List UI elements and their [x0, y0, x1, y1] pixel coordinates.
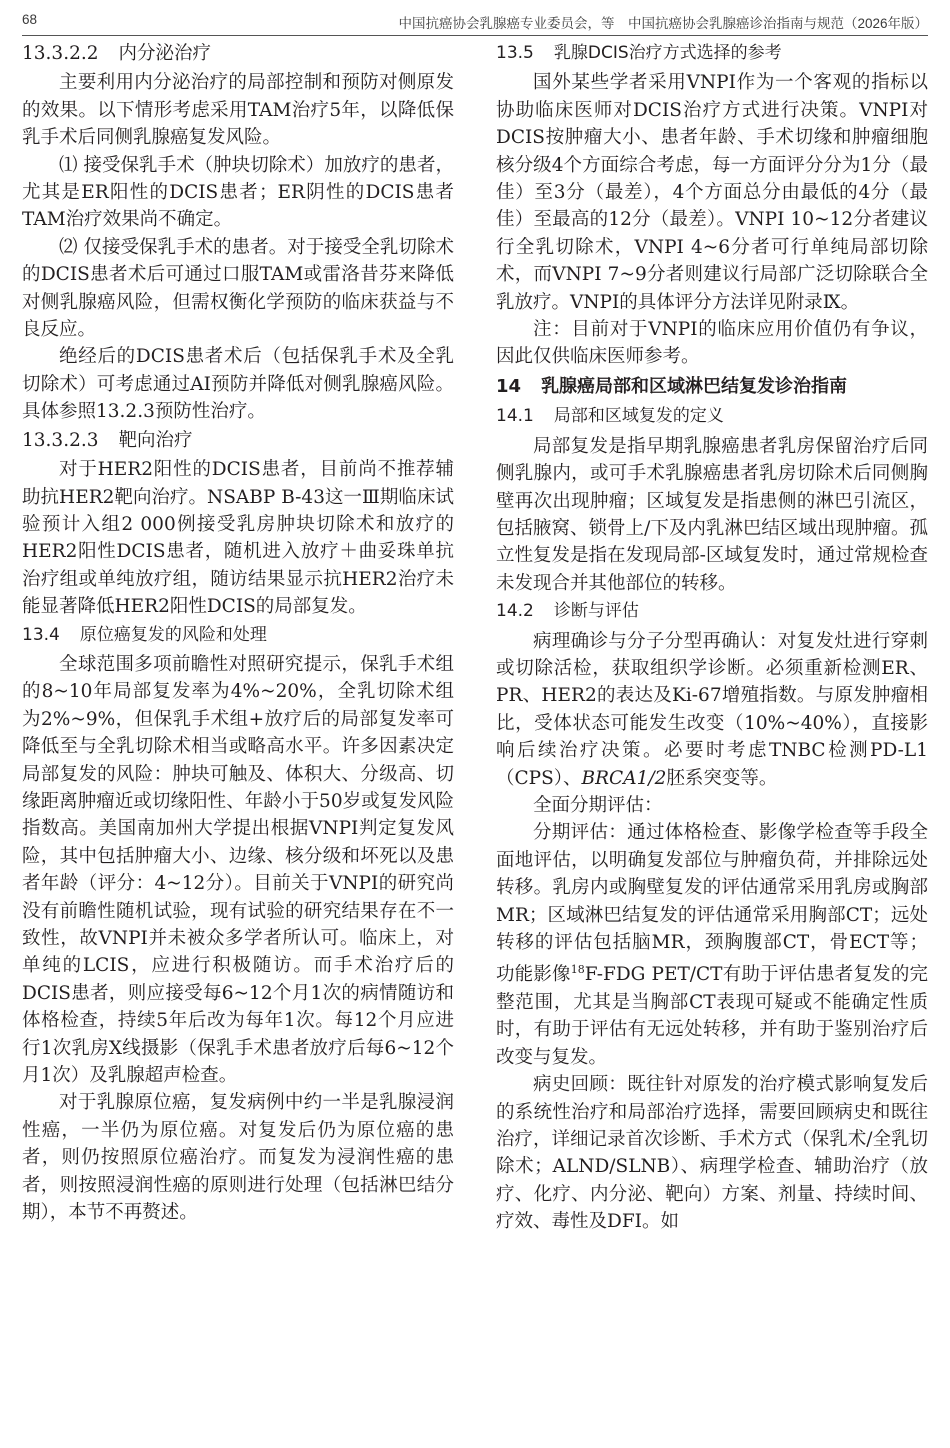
section-heading-13-3-2-3 [22, 427, 454, 454]
text-run: F-FDG PET/CT有助于评估患者复发的完整范围，尤其是当胸部CT表现可疑或不能确定性质时，有助于评估有无远处转移，并有助于鉴别治疗后改变与复发。 [496, 964, 928, 1068]
paragraph: 病史回顾：既往针对原发的治疗模式影响复发后的系统性治疗和局部治疗选择，需要回顾病史和既往治疗，详细记录首次诊断、手术方式（保乳术/全乳切除术；ALND/SLNB）、病理学检查、辅助治疗（放疗、化疗、内分泌、靶向）方案、剂量、持续时间、疗效、毒性及DFI。如 [496, 1074, 928, 1233]
text-run: 病理确诊与分子分型再确认：对复发灶进行穿刺或切除活检，获取组织学诊断。必须重新检测ER、PR、HER2的表达及Ki-67增殖指数。与原发肿瘤相比，受体状态可能发生改变（10%~40%），直接影响后续治疗决策。必要时考虑TNBC检测PD-L1（CPS）、 [496, 630, 928, 789]
gene-name: BRCA1/2 [581, 767, 667, 789]
running-header [22, 10, 928, 34]
section-number: 13.3.2.2 [22, 43, 99, 64]
section-title: 局部和区域复发的定义 [553, 406, 724, 427]
chapter-heading-14 [496, 373, 928, 400]
running-title: 中国抗癌协会乳腺癌专业委员会，等 中国抗癌协会乳腺癌诊治指南与规范（2026年版） [398, 16, 928, 31]
left-column [22, 39, 454, 1226]
page-number: 68 [22, 12, 38, 27]
paragraph: 对于HER2阳性的DCIS患者，目前尚不推荐辅助抗HER2靶向治疗。NSABP B-43这一Ⅲ期临床试验预计入组2 000例接受乳房肿块切除术和放疗的HER2阳性DCIS患者，随机进入放疗＋曲妥珠单抗治疗组或单纯放疗组，随访结果显示抗HER2治疗未能显著降低HER2阳性DCIS的局部复发。 [22, 459, 454, 618]
section-heading-13-4 [22, 622, 454, 649]
section-heading-13-5 [496, 40, 928, 67]
paragraph: 全球范围多项前瞻性对照研究提示，保乳手术组的8~10年局部复发率为4%~20%，全乳切除术组为2%~9%，但保乳手术组+放疗后的局部复发率可降低至与全乳切除术相当或略高水平。许多因素决定局部复发的风险：肿块可触及、体积大、分级高、切缘距离肿瘤近或切缘阳性、年龄小于50岁或复发风险指数高。美国南加州大学提出根据VNPI判定复发风险，其中包括肿瘤大小、边缘、核分级和坏死以及患者年龄（评分：4~12分）。目前关于VNPI的研究尚没有前瞻性随机试验，现有试验的研究结果存在不一致性，故VNPI并未被众多学者所认可。临床上，对单纯的LCIS，应进行积极随访。而手术治疗后的DCIS患者，则应接受每6~12个月1次的病情随访和体格检查，持续5年后改为每年1次。每12个月应进行1次乳房X线摄影（保乳手术患者放疗后每6~12个月1次）及乳腺超声检查。 [22, 653, 454, 1087]
section-number: 14.1 [496, 406, 534, 427]
section-heading-14-1 [496, 403, 928, 430]
header-rule [22, 35, 928, 36]
section-title: 乳腺DCIS治疗方式选择的参考 [553, 43, 782, 63]
paragraph: ⑴ 接受保乳手术（肿块切除术）加放疗的患者，尤其是ER阳性的DCIS患者；ER阴性的DCIS患者TAM治疗效果尚不确定。 [22, 154, 454, 231]
section-number: 14.2 [496, 601, 534, 622]
section-title: 靶向治疗 [118, 429, 193, 451]
section-heading-14-2 [496, 598, 928, 625]
section-number: 13.3.2.3 [22, 429, 99, 451]
paragraph: 绝经后的DCIS患者术后（包括保乳手术及全乳切除术）可考虑通过AI预防并降低对侧乳腺癌风险。具体参照13.2.3预防性治疗。 [22, 346, 454, 423]
section-title: 原位癌复发的风险和处理 [79, 624, 267, 645]
right-column [496, 39, 928, 1236]
paragraph [496, 628, 928, 792]
paragraph: 全面分期评估： [533, 794, 663, 816]
section-title: 诊断与评估 [553, 601, 639, 622]
paragraph: 局部复发是指早期乳腺癌患者乳房保留治疗后同侧乳腺内，或可手术乳腺癌患者乳房切除术后同侧胸壁再次出现肿瘤；区域复发是指患侧的淋巴引流区，包括腋窝、锁骨上/下及内乳淋巴结区域出现肿瘤。孤立性复发是指在发现局部-区域复发时，通过常规检查未发现合并其他部位的转移。 [496, 435, 928, 594]
chapter-title: 乳腺癌局部和区域淋巴结复发诊治指南 [541, 375, 848, 397]
paragraph: 对于乳腺原位癌，复发病例中约一半是乳腺浸润性癌，一半仍为原位癌。对复发后仍为原位癌的患者，则仍按照原位癌治疗。而复发为浸润性癌的患者，则按照浸润性癌的原则进行处理（包括淋巴结分期），本节不再赘述。 [22, 1092, 454, 1224]
paragraph [496, 819, 928, 1071]
isotope-superscript: 18 [570, 963, 585, 977]
section-heading-13-3-2-2 [22, 40, 454, 67]
section-number: 13.4 [22, 624, 60, 645]
text-run: 分期评估：通过体格检查、影像学检查等手段全面地评估，以明确复发部位与肿瘤负荷，并排除远处转移。乳房内或胸壁复发的评估通常采用乳房或胸部MR；区域淋巴结复发的评估通常采用胸部CT；远处转移的评估包括脑MR，颈胸腹部CT，骨ECT等；功能影像 [496, 822, 928, 986]
paragraph: 国外某些学者采用VNPI作为一个客观的指标以协助临床医师对DCIS治疗方式进行决策。VNPI对DCIS按肿瘤大小、患者年龄、手术切缘和肿瘤细胞核分级4个方面综合考虑，每一方面评分分为1分（最佳）至3分（最差），4个方面总分由最低的4分（最佳）至最高的12分（最差）。VNPI 10~12分者建议行全乳切除术，VNPI 4~6分者可行单纯局部切除术，而VNPI 7~9分者则建议行局部广泛切除联合全乳放疗。VNPI的具体评分方法详见附录Ⅸ。 [496, 72, 928, 313]
text-run: 胚系突变等。 [666, 767, 778, 789]
paragraph: 主要利用内分泌治疗的局部控制和预防对侧原发的效果。以下情形考虑采用TAM治疗5年，以降低保乳手术后同侧乳腺癌复发风险。 [22, 72, 454, 149]
section-number: 13.5 [496, 43, 534, 63]
paragraph: ⑵ 仅接受保乳手术的患者。对于接受全乳切除术的DCIS患者术后可通过口服TAM或雷洛昔芬来降低对侧乳腺癌风险，但需权衡化学预防的临床获益与不良反应。 [22, 236, 454, 341]
chapter-number: 14 [496, 375, 522, 397]
section-title: 内分泌治疗 [118, 43, 212, 64]
paragraph: 注：目前对于VNPI的临床应用价值仍有争议，因此仅供临床医师参考。 [496, 319, 928, 368]
